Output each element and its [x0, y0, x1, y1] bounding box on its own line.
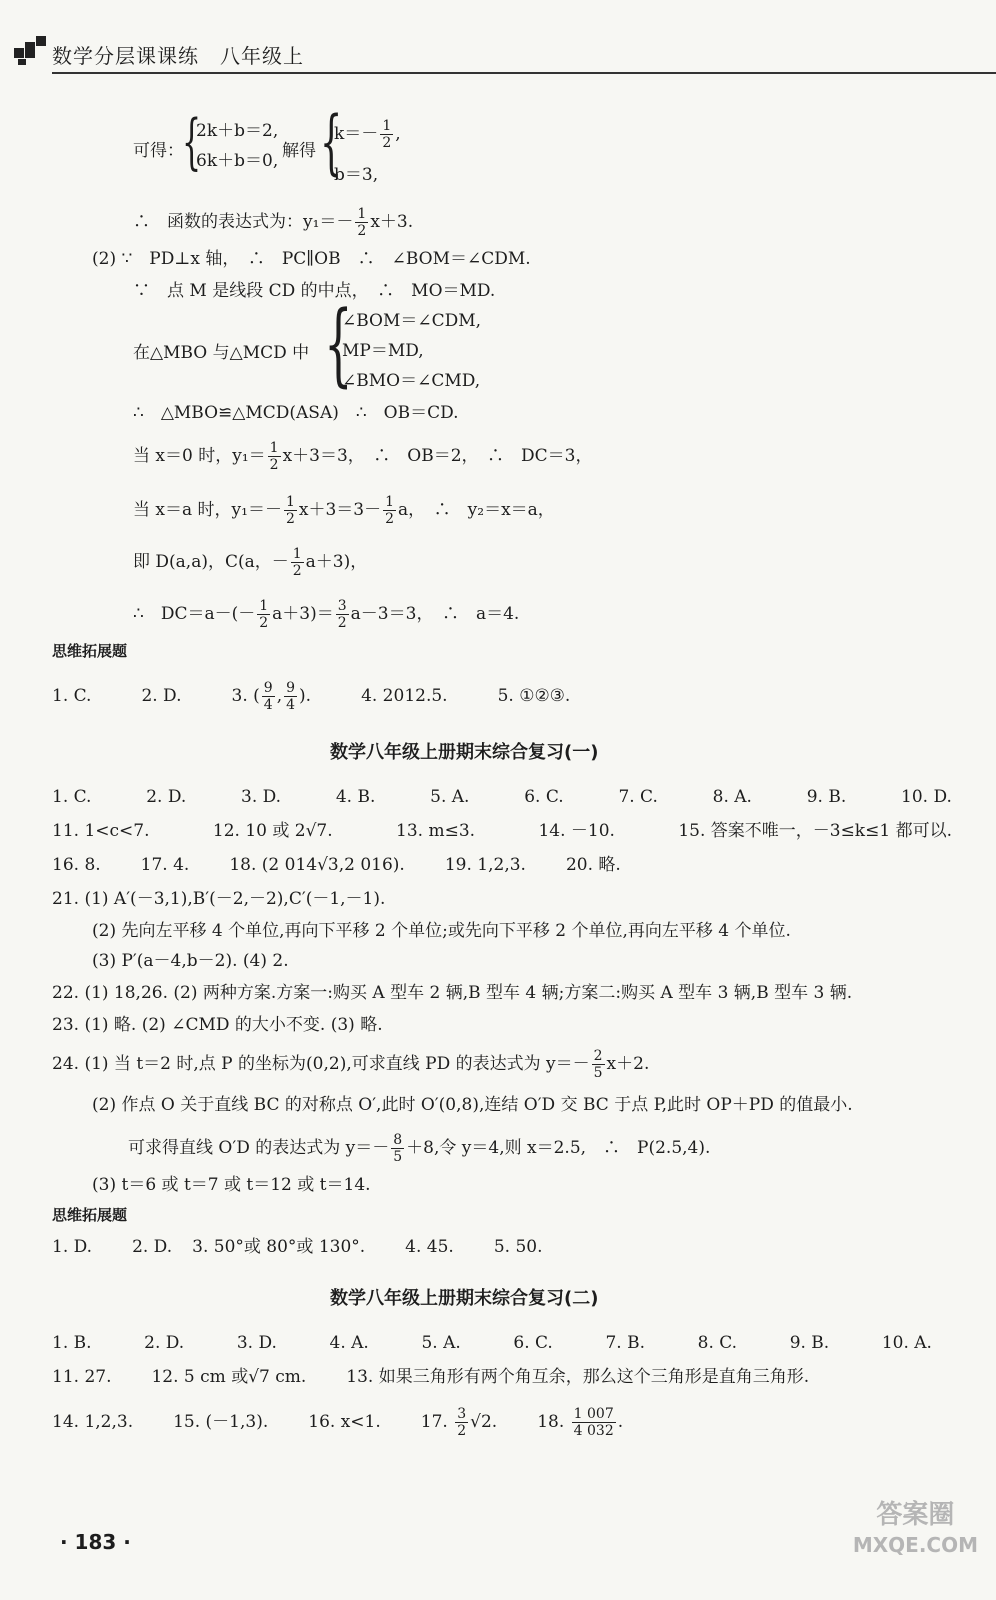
denominator: 2	[385, 511, 395, 527]
answer: 9. B.	[789, 1333, 830, 1353]
text: a＋3)，	[305, 552, 368, 572]
answer: 15. 答案不唯一，－3≤k≤1 都可以.	[678, 821, 952, 841]
denominator: 2	[269, 457, 279, 473]
fraction	[284, 680, 297, 713]
answer: 10. A.	[881, 1333, 932, 1353]
text: x＋3.	[370, 212, 414, 232]
answer: 4. 2012.5.	[361, 686, 448, 706]
text: x＋3＝3－	[298, 500, 382, 520]
brace-icon: {	[320, 101, 343, 183]
brace-icon: {	[324, 292, 353, 397]
answer: 11. 1<c<7.	[52, 821, 150, 841]
text: x＋3＝3， ∴ OB＝2， ∴ DC＝3，	[282, 446, 593, 466]
denominator: 4	[263, 697, 273, 713]
solution-line: (2) ∵ PD⊥x 轴， ∴ PC∥OB ∴ ∠BOM＝∠CDM.	[92, 249, 531, 269]
answer: 5. ①②③.	[497, 686, 571, 706]
text: 当 x＝a 时，y₁＝－	[133, 500, 282, 520]
numerator: 2	[593, 1048, 603, 1064]
numerator: 3	[457, 1406, 467, 1422]
condition-1: ∠BOM＝∠CDM,	[342, 311, 482, 331]
page-header	[0, 30, 996, 72]
fraction	[262, 680, 275, 713]
fraction	[383, 494, 396, 527]
answer: 15. (－1,3).	[173, 1412, 269, 1432]
answer: 8. A.	[712, 787, 752, 807]
answer: 13. m≤3.	[396, 821, 476, 841]
text: a＋3)＝	[272, 604, 334, 624]
solution-line	[133, 494, 555, 527]
denominator: 2	[337, 615, 347, 631]
answer-row	[52, 1366, 809, 1388]
fraction	[391, 1132, 404, 1165]
numerator: 1	[382, 118, 392, 134]
answer: 16. x<1.	[308, 1412, 381, 1432]
text: ∴ 函数的表达式为：y₁＝－	[133, 212, 354, 232]
answer-line: (2) 作点 O 关于直线 BC 的对称点 O′,此时 O′(0,8),连结 O′D 交 BC 于点 P,此时 OP＋PD 的值最小.	[92, 1095, 853, 1115]
solution-line	[133, 598, 519, 631]
answer: 18.	[537, 1412, 565, 1432]
answer: 12. 10 或 2√7.	[212, 821, 333, 841]
numerator: 1	[285, 494, 295, 510]
solution-line	[133, 440, 592, 473]
solution-line: ∵ 点 M 是线段 CD 的中点， ∴ MO＝MD.	[133, 281, 496, 301]
answer: 3. D.	[236, 1333, 277, 1353]
answer: 2. D.	[141, 686, 182, 706]
answer: 3. D.	[241, 787, 282, 807]
answer: 14. －10.	[538, 821, 615, 841]
solution-line	[133, 546, 367, 579]
answer: 1. C.	[52, 686, 92, 706]
text: 当 x＝0 时，y₁＝	[133, 446, 266, 466]
res-1	[334, 118, 401, 151]
solution-line: ∴ △MBO≌△MCD(ASA) ∴ OB＝CD.	[133, 403, 459, 423]
answer-row: 1. C. 2. D. 3. ( $\frac{9}{4}$ , $\frac{9}{4}$ ). 4. 2012.5. 5. ①②③.	[52, 680, 571, 713]
fraction	[284, 494, 297, 527]
answer: 12. 5 cm 或√7 cm.	[151, 1367, 307, 1387]
condition-2: MP＝MD,	[342, 341, 424, 361]
numerator: 9	[286, 680, 296, 696]
answer: 1. C.	[52, 787, 92, 807]
answer-line: 21. (1) A′(－3,1),B′(－2,－2),C′(－1,－1).	[52, 889, 386, 909]
answer: 6. C.	[524, 787, 564, 807]
solution-line: 在△MBO 与△MCD 中	[133, 343, 310, 363]
watermark	[853, 1500, 978, 1560]
answer-line: (3) t＝6 或 t＝7 或 t＝12 或 t＝14.	[92, 1175, 371, 1195]
text: ,	[395, 124, 401, 144]
numerator: 1	[259, 598, 269, 614]
text: a， ∴ y₂＝x＝a，	[398, 500, 555, 520]
subsection-title: 思维拓展题	[52, 642, 128, 660]
answer: 9. B.	[806, 787, 847, 807]
denominator: 2	[457, 1423, 467, 1439]
answer-row	[52, 854, 621, 876]
numerator: 3	[337, 598, 347, 614]
numerator: 1	[269, 440, 279, 456]
denominator: 2	[292, 563, 302, 579]
answer-line: 22. (1) 18,26. (2) 两种方案.方案一:购买 A 型车 2 辆,B 型车 4 辆;方案二:购买 A 型车 3 辆,B 型车 3 辆.	[52, 983, 853, 1003]
answer: 2. D.	[144, 1333, 185, 1353]
subsection-title: 思维拓展题	[52, 1206, 128, 1224]
answer: √2.	[470, 1412, 498, 1432]
text: ∴ DC＝a－(－	[133, 604, 256, 624]
answer: 20. 略.	[565, 855, 621, 875]
text: a－3＝3， ∴ a＝4.	[350, 604, 520, 624]
fraction	[268, 440, 281, 473]
watermark-text: 答案圈	[876, 1500, 955, 1530]
answer: 3. 50°或 80°或 130°.	[192, 1237, 366, 1257]
eq-2: 6k＋b＝0,	[196, 151, 279, 171]
answer: 4. 45.	[405, 1237, 454, 1257]
fraction	[257, 598, 270, 631]
numerator: 1	[292, 546, 302, 562]
fraction	[336, 598, 349, 631]
answer: 7. C.	[618, 787, 658, 807]
text: 解得	[282, 141, 316, 161]
section-title: 数学八年级上册期末综合复习(一)	[330, 742, 599, 763]
fraction	[592, 1048, 605, 1081]
header-rule	[52, 72, 996, 74]
answer-row	[52, 786, 952, 808]
numerator: 1	[385, 494, 395, 510]
answer: 1. D.	[52, 1237, 93, 1257]
answer-line	[128, 1132, 710, 1165]
text: 24. (1) 当 t＝2 时,点 P 的坐标为(0,2),可求直线 PD 的表达式为 y＝－	[52, 1054, 590, 1074]
answer: 8. C.	[697, 1333, 738, 1353]
answer: ).	[299, 686, 312, 706]
text: 可得：	[133, 141, 184, 161]
numerator: 8	[393, 1132, 403, 1148]
answer-row	[52, 1332, 932, 1354]
answer: 2. D.	[146, 787, 187, 807]
denominator: 2	[357, 223, 367, 239]
res-2: b＝3,	[334, 165, 379, 185]
answer: 7. B.	[605, 1333, 645, 1353]
answer-row	[52, 820, 952, 842]
answer-line	[52, 1048, 649, 1081]
answer: 17.	[420, 1412, 448, 1432]
denominator: 2	[285, 511, 295, 527]
answer-row	[52, 1236, 543, 1258]
solution-line	[133, 206, 413, 239]
text: 即 D(a,a)，C(a，－	[133, 552, 289, 572]
answer: 18. (2 014√3,2 016).	[229, 855, 405, 875]
denominator: 4	[286, 697, 296, 713]
numerator: 1	[357, 206, 367, 222]
fraction	[355, 206, 368, 239]
answer: 5. 50.	[493, 1237, 543, 1257]
answer: 5. A.	[430, 787, 470, 807]
answer: 2. D.	[132, 1237, 173, 1257]
text: 可求得直线 O′D 的表达式为 y＝－	[128, 1138, 390, 1158]
solve-line	[133, 140, 184, 162]
brace-icon: {	[182, 107, 202, 177]
answer: 14. 1,2,3.	[52, 1412, 134, 1432]
answer: 10. D.	[901, 787, 952, 807]
fraction	[572, 1406, 616, 1439]
denominator: 4 032	[573, 1423, 614, 1439]
numerator: 1 007	[573, 1406, 614, 1422]
answer: 16. 8.	[52, 855, 101, 875]
condition-3: ∠BMO＝∠CMD,	[342, 371, 481, 391]
answer: 4. B.	[335, 787, 376, 807]
eq-1: 2k＋b＝2,	[196, 121, 279, 141]
answer: 3. (	[231, 686, 260, 706]
answer-line: 23. (1) 略. (2) ∠CMD 的大小不变. (3) 略.	[52, 1015, 383, 1035]
header-logo-icon	[14, 34, 48, 66]
denominator: 2	[382, 135, 392, 151]
answer: 6. C.	[513, 1333, 553, 1353]
answer: 17. 4.	[140, 855, 190, 875]
denominator: 2	[259, 615, 269, 631]
watermark-text: MXQE.COM	[852, 1533, 978, 1557]
answer: .	[617, 1412, 624, 1432]
answer: 19. 1,2,3.	[444, 855, 526, 875]
header-title: 数学分层课课练 八年级上	[52, 44, 304, 68]
section-title: 数学八年级上册期末综合复习(二)	[330, 1288, 599, 1309]
denominator: 5	[393, 1149, 403, 1165]
page-number: · 183 ·	[60, 1530, 131, 1554]
answer-line: (2) 先向左平移 4 个单位,再向下平移 2 个单位;或先向下平移 2 个单位,再向左平移 4 个单位.	[92, 921, 791, 941]
text: k＝－	[334, 124, 379, 144]
fraction	[291, 546, 304, 579]
answer: 5. A.	[421, 1333, 461, 1353]
fraction	[380, 118, 393, 151]
answer-line: (3) P′(a－4,b－2). (4) 2.	[92, 951, 289, 971]
answer: 13. 如果三角形有两个角互余，那么这个三角形是直角三角形.	[346, 1367, 810, 1387]
fraction	[455, 1406, 468, 1439]
text: ＋8,令 y＝4,则 x＝2.5, ∴ P(2.5,4).	[406, 1138, 711, 1158]
answer: 11. 27.	[52, 1367, 112, 1387]
answer: 1. B.	[52, 1333, 92, 1353]
answer-row	[52, 1406, 623, 1439]
text: x＋2.	[606, 1054, 650, 1074]
numerator: 9	[263, 680, 273, 696]
answer: 4. A.	[329, 1333, 369, 1353]
denominator: 5	[593, 1065, 603, 1081]
